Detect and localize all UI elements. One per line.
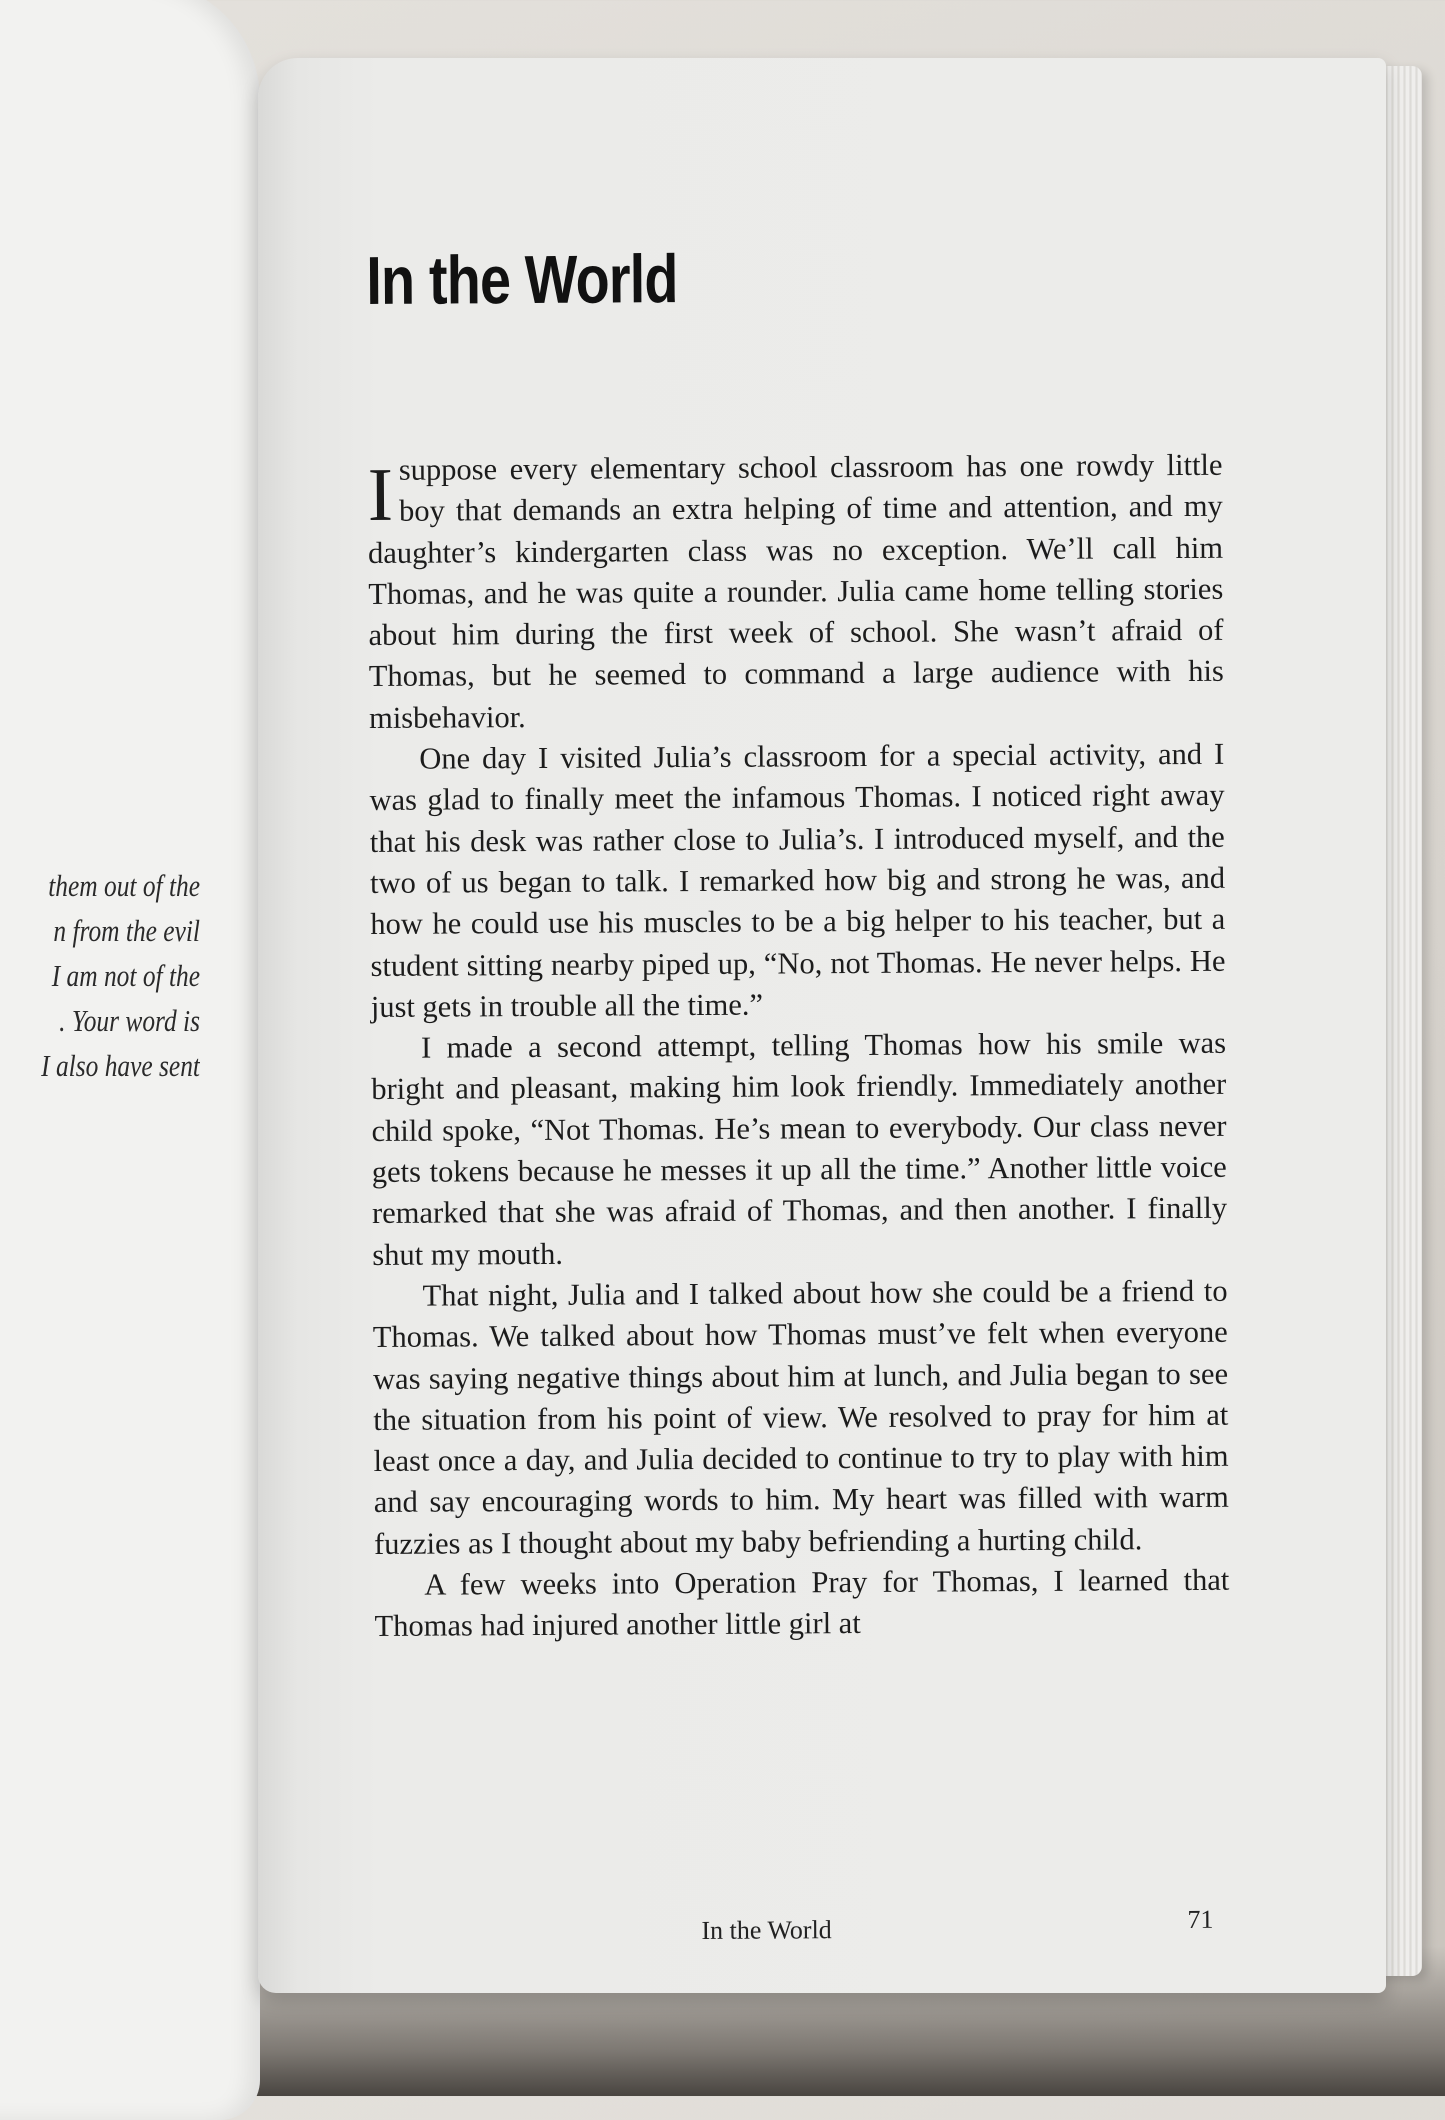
- left-line: . Your word is: [59, 1003, 200, 1038]
- paragraph: I made a second attempt, telling Thomas how his smile was bright and pleasant, making him look friendly. Immediately another child spoke, “Not Thomas. He’s mean to everybody. Our class never gets tokens because he messes it up all the time.” Another little voice remarked that she was afraid of Thomas, and then another. I finally shut my mouth.: [371, 1025, 1228, 1272]
- paragraph: That night, Julia and I talked about how she could be a friend to Thomas. We talked about how Thomas must’ve felt when everyone was saying negative things about him at lunch, and Julia began to see the situation from his point of view. We resolved to pray for him at least once a day, and Julia decided to continue to try to play with him and say encouraging words to him. My heart was filled with warm fuzzies as I thought about my baby befriending a hurting child.: [372, 1273, 1229, 1561]
- left-line: I am not of the: [51, 958, 200, 993]
- running-footer: In the World: [701, 1915, 832, 1945]
- paragraph: One day I visited Julia’s classroom for a special activity, and I was glad to finally meet the infamous Thomas. I noticed right away that his desk was rather close to Julia’s. I introduced myself, and the two of us began to talk. I remarked how big and strong he was, and how he could use his muscles to be a big helper to his teacher, but a student sitting nearby piped up, “No, not Thomas. He never helps. He just gets in trouble all the time.”: [369, 736, 1226, 1024]
- body-text: [367, 445, 1229, 1648]
- left-page-text: [0, 863, 200, 1088]
- drop-cap: I: [367, 452, 394, 537]
- paragraph: [367, 445, 1224, 739]
- chapter-title: In the World: [366, 241, 678, 319]
- paragraph: A few weeks into Operation Pray for Thomas, I learned that Thomas had injured another little girl at: [374, 1562, 1230, 1644]
- page-content: [365, 53, 1230, 1945]
- left-line: them out of the: [48, 868, 200, 903]
- page-number: 71: [1187, 1904, 1214, 1935]
- left-line: n from the evil: [53, 913, 200, 948]
- left-page: [0, 0, 260, 2120]
- left-line: I also have sent: [41, 1048, 200, 1083]
- right-page: [258, 58, 1386, 1993]
- paragraph-text: suppose every elementary school classroom has one rowdy little boy that demands an extra helping of time and attention, and my daughter’s kindergarten class was no exception. We’ll call him Thomas, and he was quite a rounder. Julia came home telling stories about him during the first week of school. She wasn’t afraid of Thomas, but he seemed to command a large audience with his misbehavior.: [367, 447, 1224, 735]
